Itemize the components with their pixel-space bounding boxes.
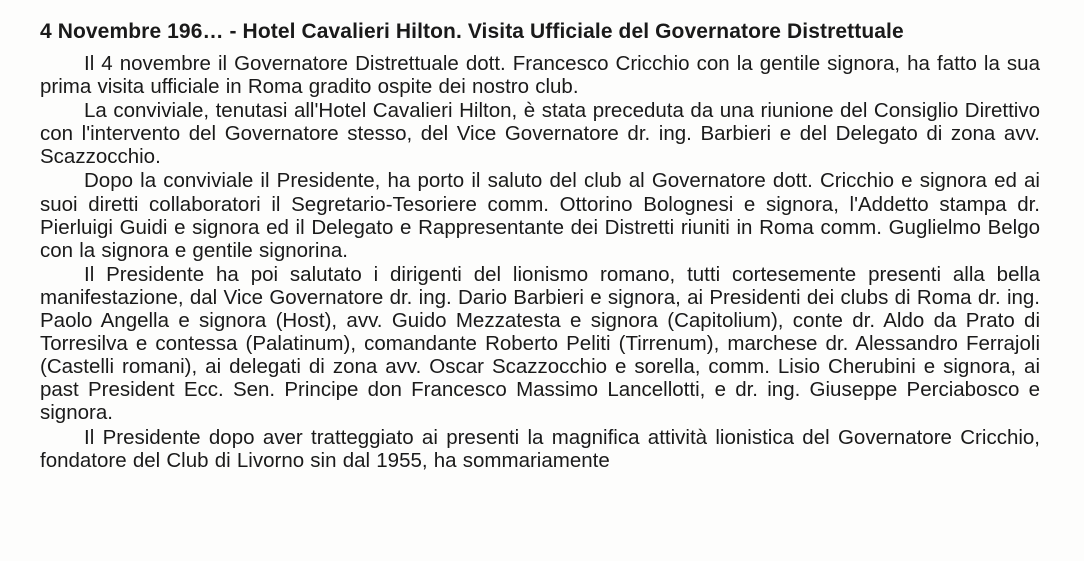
paragraph-governor-activity: Il Presidente dopo aver tratteggiato ai presenti la magnifica attività lionistica del Governatore Cricchio, fondatore del Club di Livorno sin dal 1955, ha sommariamente xyxy=(40,425,1040,472)
article-body xyxy=(40,52,1040,472)
paragraph-council-meeting: La conviviale, tenutasi all'Hotel Cavalieri Hilton, è stata preceduta da una riunione del Consiglio Direttivo con l'intervento del Governatore stesso, del Vice Governatore dr. ing. Barbieri e del Delegato di zona avv. Scazzocchio. xyxy=(40,99,1040,169)
article-headline: 4 Novembre 196… - Hotel Cavalieri Hilton. Visita Ufficiale del Governatore Distrettuale xyxy=(40,20,904,43)
paragraph-governor-visit: Il 4 novembre il Governatore Distrettuale dott. Francesco Cricchio con la gentile signora, ha fatto la sua prima visita ufficiale in Roma gradito ospite dei nostro club. xyxy=(40,52,1040,99)
paragraph-president-greeting: Dopo la conviviale il Presidente, ha porto il saluto del club al Governatore dott. Cricchio e signora ed ai suoi diretti collaboratori il Segretario-Tesoriere comm. Ottorino Bolognesi e signora, l'Addetto stampa dr. Pierluigi Guidi e signora ed il Delegato e Rappresentante dei Distretti riuniti in Roma comm. Guglielmo Belgo con la signora e gentile signorina. xyxy=(40,169,1040,262)
paragraph-lions-leaders: Il Presidente ha poi salutato i dirigenti del lionismo romano, tutti cortesemente presenti alla bella manifestazione, dal Vice Governatore dr. ing. Dario Barbieri e signora, ai Presidenti dei clubs di Roma dr. ing. Paolo Angella e signora (Host), avv. Guido Mezzatesta e signora (Capitolium), conte dr. Aldo da Prato di Torresilva e contessa (Palatinum), comandante Roberto Peliti (Tirrenum), marchese dr. Alessandro Ferrajoli (Castelli romani), ai delegati di zona avv. Oscar Scazzocchio e sorella, comm. Lisio Cherubini e signora, ai past President Ecc. Sen. Principe don Francesco Massimo Lancellotti, e dr. ing. Giuseppe Perciabosco e signora. xyxy=(40,262,1040,425)
